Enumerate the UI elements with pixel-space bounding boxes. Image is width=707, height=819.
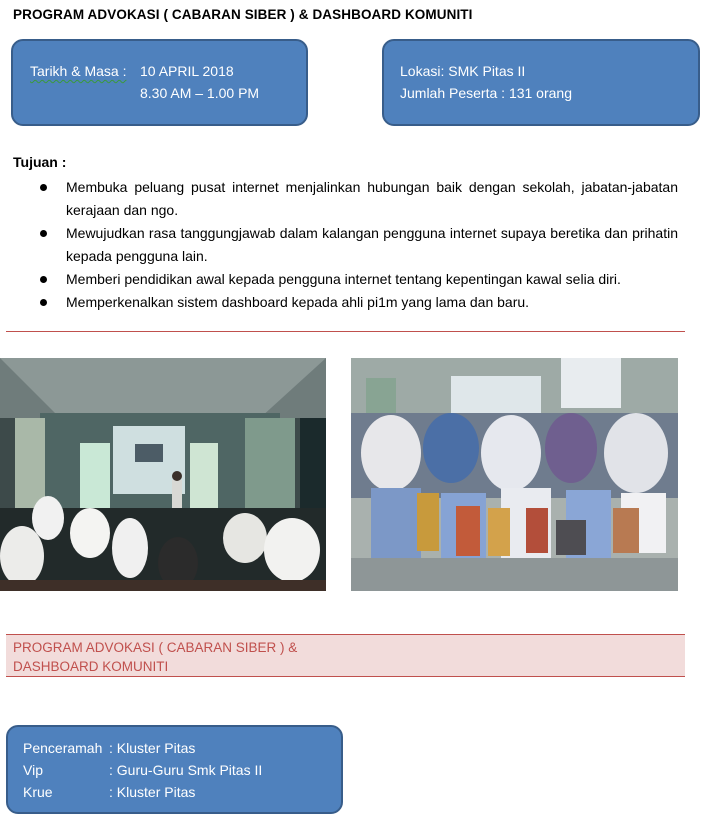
crew-box: [6, 725, 343, 814]
crew-label: Penceramah: [23, 740, 103, 756]
list-item: Memperkenalkan sistem dashboard kepada ahli pi1m yang lama dan baru.: [36, 291, 678, 314]
location-box: [382, 39, 700, 126]
crew-label: Krue: [23, 784, 53, 800]
objectives-list: [36, 176, 678, 314]
document-title: PROGRAM ADVOKASI ( CABARAN SIBER ) & DASHBOARD KOMUNITI: [13, 7, 473, 22]
time-row: [30, 82, 306, 104]
crew-row: [23, 737, 341, 759]
list-item: Mewujudkan rasa tanggungjawab dalam kalangan pengguna internet supaya beretika dan prihatin kepada pengguna lain.: [36, 222, 678, 268]
classroom-photo: [0, 358, 326, 591]
list-item: Membuka peluang pusat internet menjalinkan hubungan baik dengan sekolah, jabatan-jabatan kerajaan dan ngo.: [36, 176, 678, 222]
caption-line-1: PROGRAM ADVOKASI ( CABARAN SIBER ) &: [13, 640, 298, 655]
crew-value: : Kluster Pitas: [109, 740, 196, 756]
section-divider: [6, 331, 685, 332]
crew-value: : Guru-Guru Smk Pitas II: [109, 762, 263, 778]
list-item: Memberi pendidikan awal kepada pengguna internet tentang kepentingan kawal selia diri.: [36, 268, 678, 291]
caption-banner: [6, 634, 685, 677]
crew-label: Vip: [23, 762, 43, 778]
crew-value: : Kluster Pitas: [109, 784, 196, 800]
objectives-heading: Tujuan :: [13, 154, 67, 170]
date-row: [30, 60, 306, 82]
participants-text: Jumlah Peserta : 131 orang: [400, 85, 572, 101]
date-time-box: [11, 39, 308, 126]
crew-row: [23, 781, 341, 803]
location-text: Lokasi: SMK Pitas II: [400, 63, 526, 79]
group-photo: [351, 358, 678, 591]
crew-row: [23, 759, 341, 781]
caption-line-2: DASHBOARD KOMUNITI: [13, 659, 169, 674]
date-label: Tarikh & Masa :: [30, 63, 127, 79]
time-value: 8.30 AM – 1.00 PM: [140, 85, 260, 101]
date-value: 10 APRIL 2018: [140, 63, 234, 79]
